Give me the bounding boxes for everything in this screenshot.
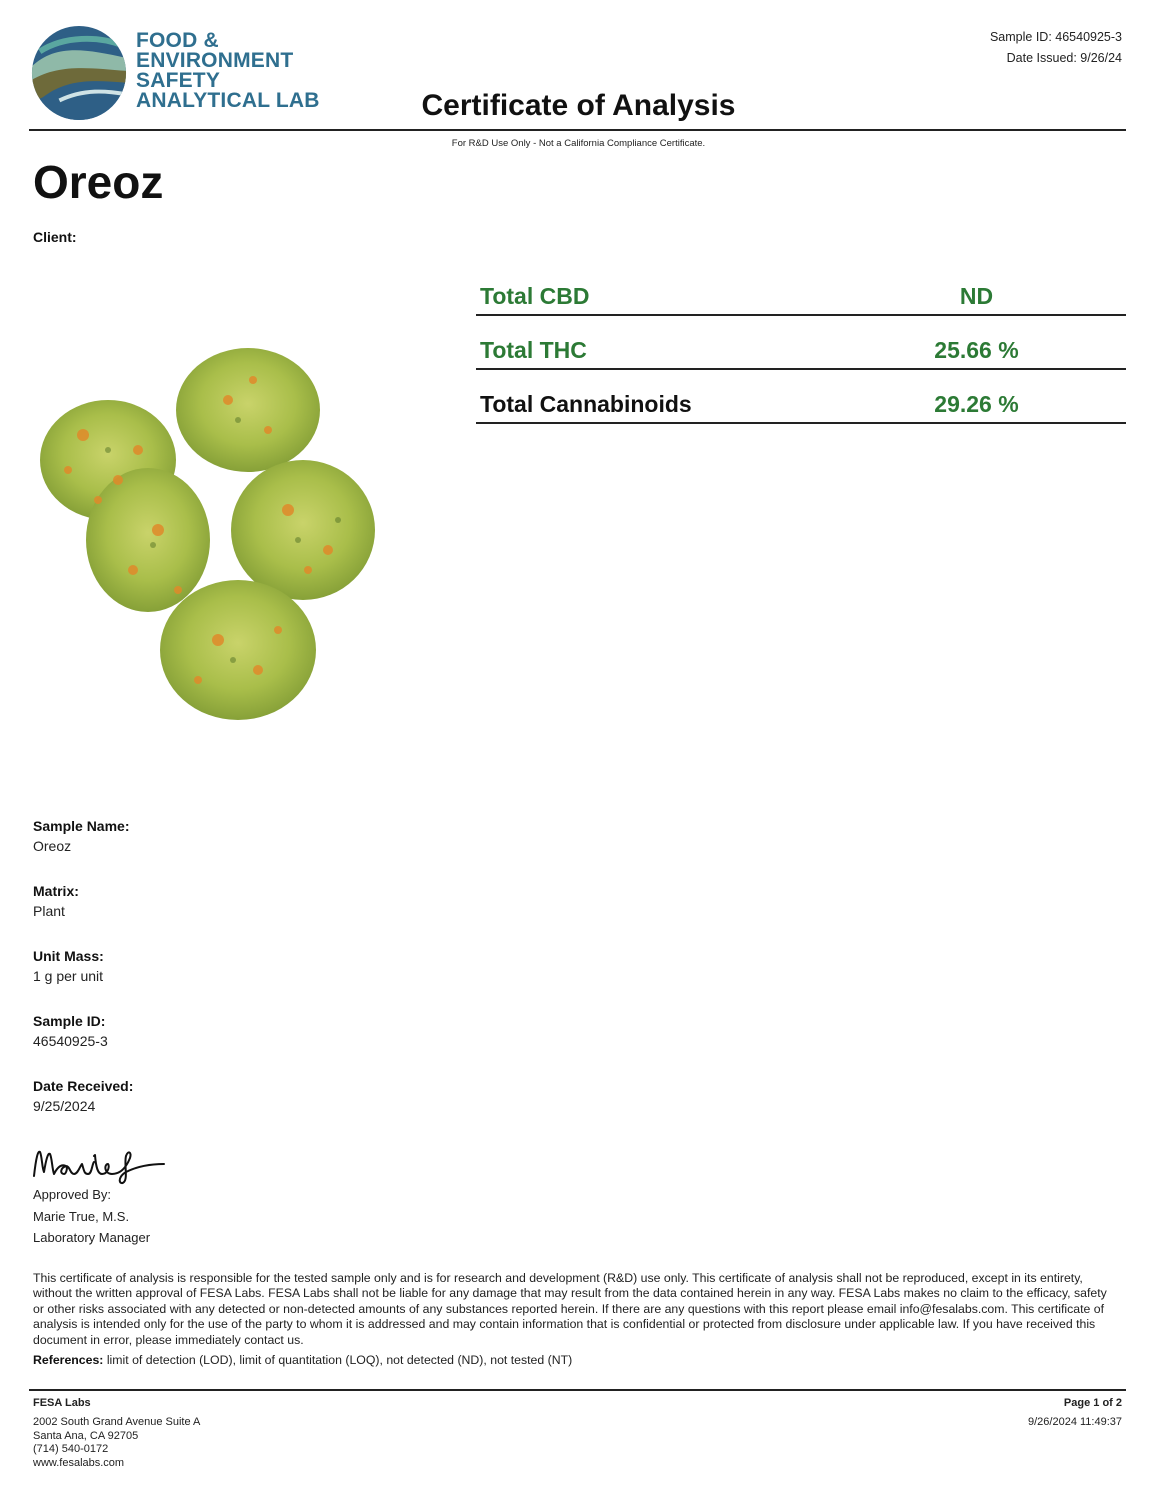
detail-sample-id [33,1012,433,1077]
detail-value: 1 g per unit [33,968,104,984]
header-date-issued: Date Issued: 9/26/24 [1006,51,1122,65]
summary-row-total-cannabinoids [476,370,1126,424]
references-line [33,1353,1118,1367]
client-label: Client: [33,229,77,245]
logo-line: FOOD & [136,29,219,52]
footer-page-info [1028,1397,1122,1430]
header-meta [990,27,1122,69]
summary-row-total-thc [476,316,1126,370]
detail-value: Plant [33,903,65,919]
footer-website: www.fesalabs.com [33,1457,125,1470]
footer-address [33,1397,200,1471]
detail-unit-mass [33,947,433,1012]
logo-line: ENVIRONMENT [136,49,294,72]
approver-role: Laboratory Manager [33,1230,151,1245]
summary-value: ND [959,283,994,309]
detail-matrix [33,882,433,947]
signature-image [30,1138,170,1188]
approver-name: Marie True, M.S. [33,1208,130,1224]
detail-label: Matrix: [33,883,79,899]
sample-details [33,817,433,1142]
approval-block [33,1184,150,1249]
footer-company: FESA Labs [33,1397,91,1409]
footer-address-line2: Santa Ana, CA 92705 [33,1429,139,1442]
approved-by-label: Approved By: [33,1187,112,1202]
product-photo [38,340,378,740]
detail-label: Unit Mass: [33,948,104,964]
footer-phone: (714) 540-0172 [33,1443,109,1456]
references-text: limit of detection (LOD), limit of quantitation (LOQ), not detected (ND), not tested (NT) [103,1353,573,1367]
header-divider [29,129,1126,131]
summary-label: Total THC [480,337,587,363]
summary-label: Total Cannabinoids [480,391,692,417]
detail-value: Oreoz [33,838,72,854]
detail-value: 46540925-3 [33,1033,108,1049]
document-title: Certificate of Analysis [421,89,736,122]
compliance-disclaimer: For R&D Use Only - Not a California Compliance Certificate. [451,138,706,149]
header-sample-id: Sample ID: 46540925-3 [989,30,1122,44]
footer-divider [29,1389,1126,1391]
logo-line: ANALYTICAL LAB [136,89,320,112]
summary-value: 29.26 % [934,391,1019,417]
detail-value: 9/25/2024 [33,1098,96,1114]
logo-line: SAFETY [136,69,221,92]
detail-label: Date Received: [33,1078,134,1094]
summary-value: 25.66 % [934,337,1019,363]
legal-disclaimer: This certificate of analysis is responsible for the tested sample only and is for research and development (R&D) use only. This certificate of analysis shall not be reproduced, except in its entirety, without the written approval of FESA Labs. FESA Labs shall not be liable for any damage that may result from the data contained herein in any way. FESA Labs makes no claim to the efficacy, safety or other risks associated with any detected or non-detected amounts of any substances reported herein. If there are any questions with this report please email info@fesalabs.com. This certificate of analysis is intended only for the use of the party to whom it is addressed and may contain information that is confidential or protected from disclosure under applicable law. If you have received this document in error, please immediately contact us. [33,1271,1107,1347]
cannabinoid-summary [476,262,1126,424]
detail-sample-name [33,817,433,882]
detail-label: Sample ID: [33,1013,106,1029]
product-name: Oreoz [33,156,164,208]
print-timestamp: 9/26/2024 11:49:37 [1028,1415,1122,1428]
references-label: References: [33,1353,104,1367]
summary-label: Total CBD [480,283,590,309]
detail-date-received [33,1077,433,1142]
footer-address-line1: 2002 South Grand Avenue Suite A [33,1415,201,1428]
detail-label: Sample Name: [33,818,130,834]
page-number: Page 1 of 2 [1063,1397,1122,1409]
summary-row-total-cbd [476,262,1126,316]
